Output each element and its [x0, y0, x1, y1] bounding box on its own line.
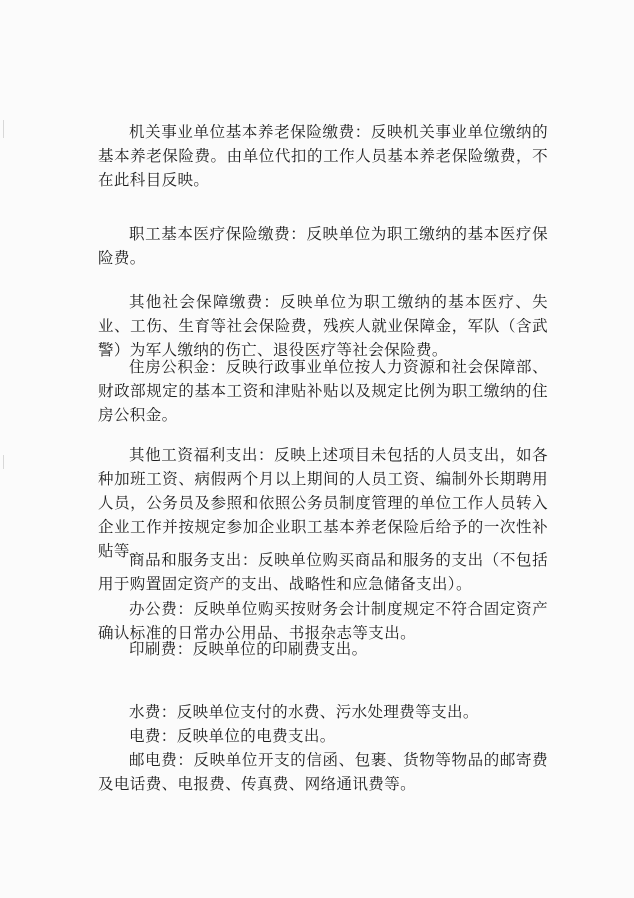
- scan-edge-mark: [3, 455, 4, 469]
- paragraph-housing-provident-fund: 住房公积金：反映行政事业单位按人力资源和社会保障部、财政部规定的基本工资和津贴补贴以及规定比例为职工缴纳的住房公积金。: [98, 358, 548, 424]
- paragraph-office-expenses: 办公费：反映单位购买按财务会计制度规定不符合固定资产确认标准的日常办公用品、书报杂志等支出。: [98, 600, 548, 642]
- paragraph-other-wage-welfare: 其他工资福利支出：反映上述项目未包括的人员支出，如各种加班工资、病假两个月以上期间的人员工资、编制外长期聘用人员，公务员及参照和依照公务员制度管理的单位工作人员转入企业工作并按规定参加企业职工基本养老保险后给予的一次性补贴等。: [98, 446, 548, 560]
- paragraph-other-social-security: 其他社会保障缴费：反映单位为职工缴纳的基本医疗、失业、工伤、生育等社会保险费，残疾人就业保障金，军队（含武警）为军人缴纳的伤亡、退役医疗等社会保险费。: [98, 293, 548, 359]
- paragraph-water-expenses: 水费：反映单位支付的水费、污水处理费等支出。: [129, 703, 479, 721]
- paragraph-electricity-expenses: 电费：反映单位的电费支出。: [129, 727, 336, 745]
- paragraph-basic-pension-contribution: 机关事业单位基本养老保险缴费：反映机关事业单位缴纳的基本养老保险费。由单位代扣的工作人员基本养老保险缴费，不在此科目反映。: [98, 123, 548, 189]
- scan-edge-mark: [3, 120, 4, 138]
- paragraph-medical-insurance-contribution: 职工基本医疗保险缴费：反映单位为职工缴纳的基本医疗保险费。: [98, 225, 548, 267]
- paragraph-printing-expenses: 印刷费：反映单位的印刷费支出。: [129, 640, 368, 658]
- paragraph-goods-services: 商品和服务支出：反映单位购买商品和服务的支出（不包括用于购置固定资产的支出、战略性和应急储备支出）。: [98, 551, 548, 593]
- paragraph-postal-telecom-expenses: 邮电费：反映单位开支的信函、包裹、货物等物品的邮寄费及电话费、电报费、传真费、网络通讯费等。: [98, 751, 548, 793]
